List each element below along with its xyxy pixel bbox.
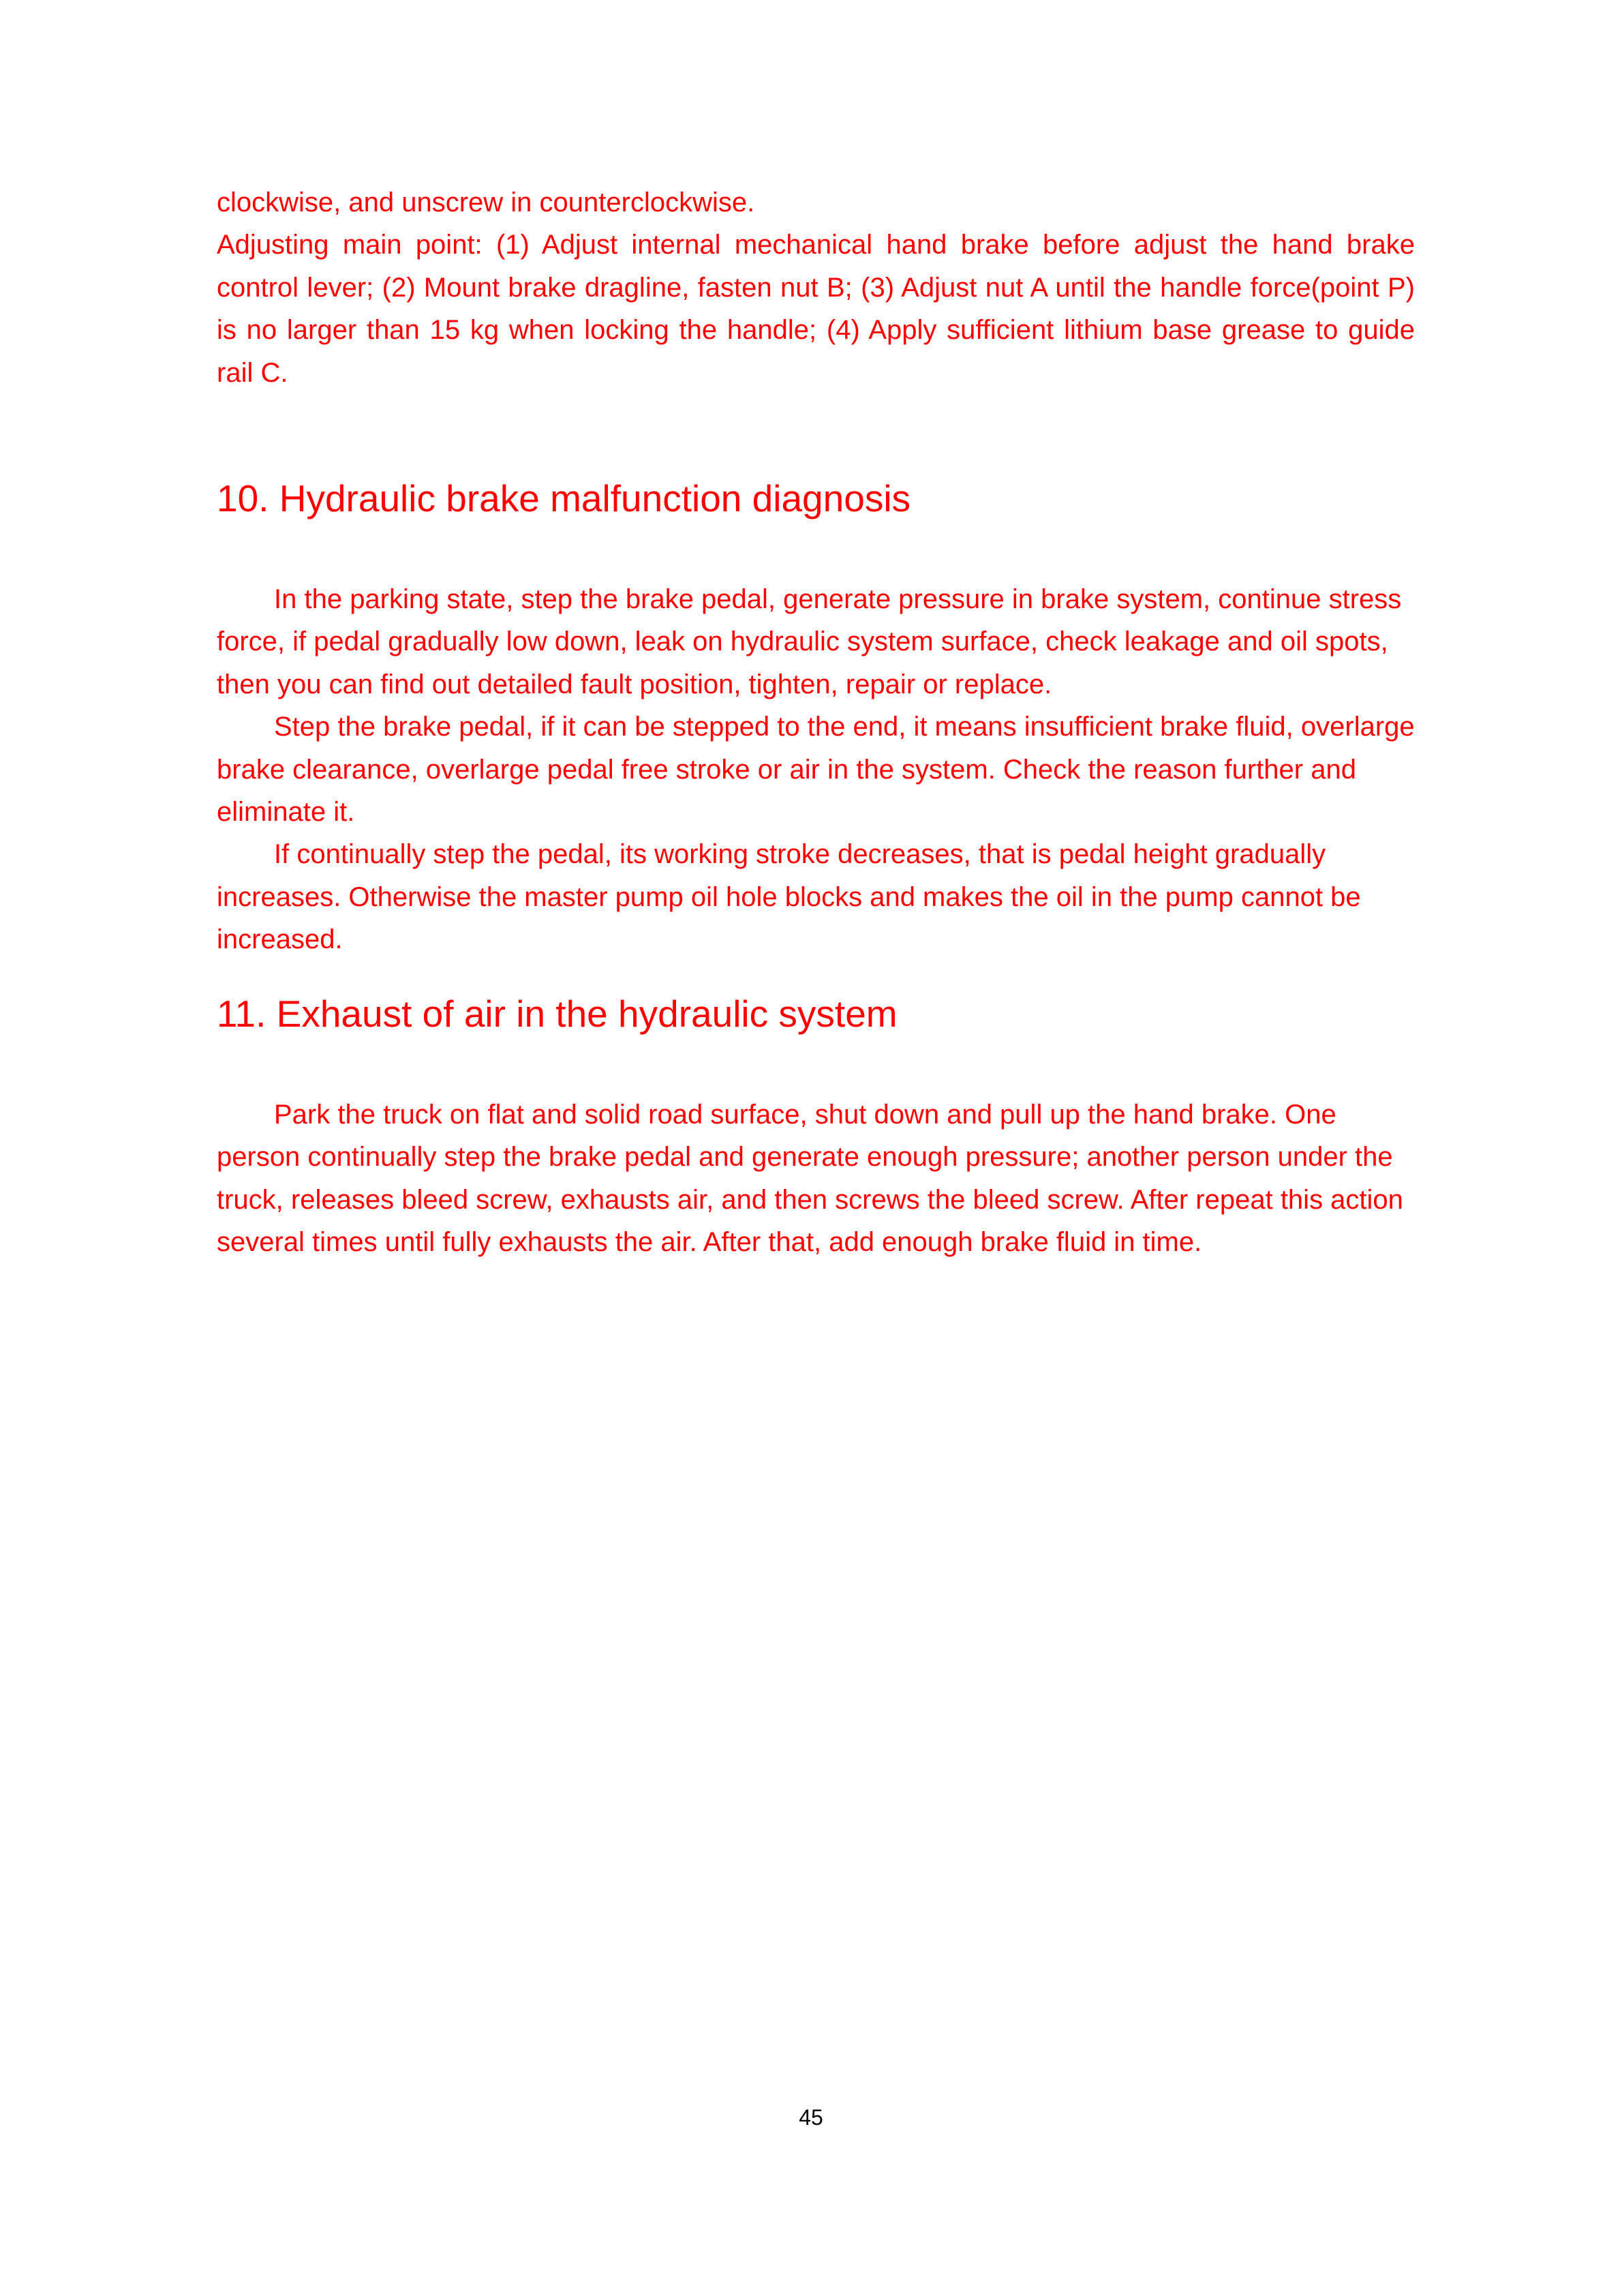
page-content (217, 181, 1415, 1263)
section-10-paragraph-1: In the parking state, step the brake pedal, generate pressure in brake system, continue stress force, if pedal gradually low down, leak on hydraulic system surface, check leakage and oil spots, then you can find out detailed fault position, tighten, repair or replace. (217, 584, 1402, 699)
continued-text: clockwise, and unscrew in counterclockwise. (217, 187, 755, 217)
section-10-paragraph-3: If continually step the pedal, its working stroke decreases, that is pedal height gradually increases. Otherwise the master pump oil hole blocks and makes the oil in the pump cannot be increased. (217, 839, 1361, 955)
adjusting-main-point-paragraph: Adjusting main point: (1) Adjust internal mechanical hand brake before adjust the hand brake control lever; (2) Mount brake dragline, fasten nut B; (3) Adjust nut A until the handle force(point P) is no larger than 15 kg when locking the handle; (4) Apply sufficient lithium base grease to guide rail C. (217, 230, 1415, 388)
section-heading-11: 11. Exhaust of air in the hydraulic system (217, 992, 898, 1035)
section-10-paragraph-2: Step the brake pedal, if it can be stepped to the end, it means insufficient brake fluid, overlarge brake clearance, overlarge pedal free stroke or air in the system. Check the reason further and eliminate it. (217, 712, 1415, 828)
section-11-paragraph-1: Park the truck on flat and solid road surface, shut down and pull up the hand brake. One person continually step the brake pedal and generate enough pressure; another person under the truck, releases bleed screw, exhausts air, and then screws the bleed screw. After repeat this action several times until fully exhausts the air. After that, add enough brake fluid in time. (217, 1099, 1403, 1257)
page-number: 45 (799, 2105, 823, 2130)
section-heading-10: 10. Hydraulic brake malfunction diagnosis (217, 477, 911, 520)
